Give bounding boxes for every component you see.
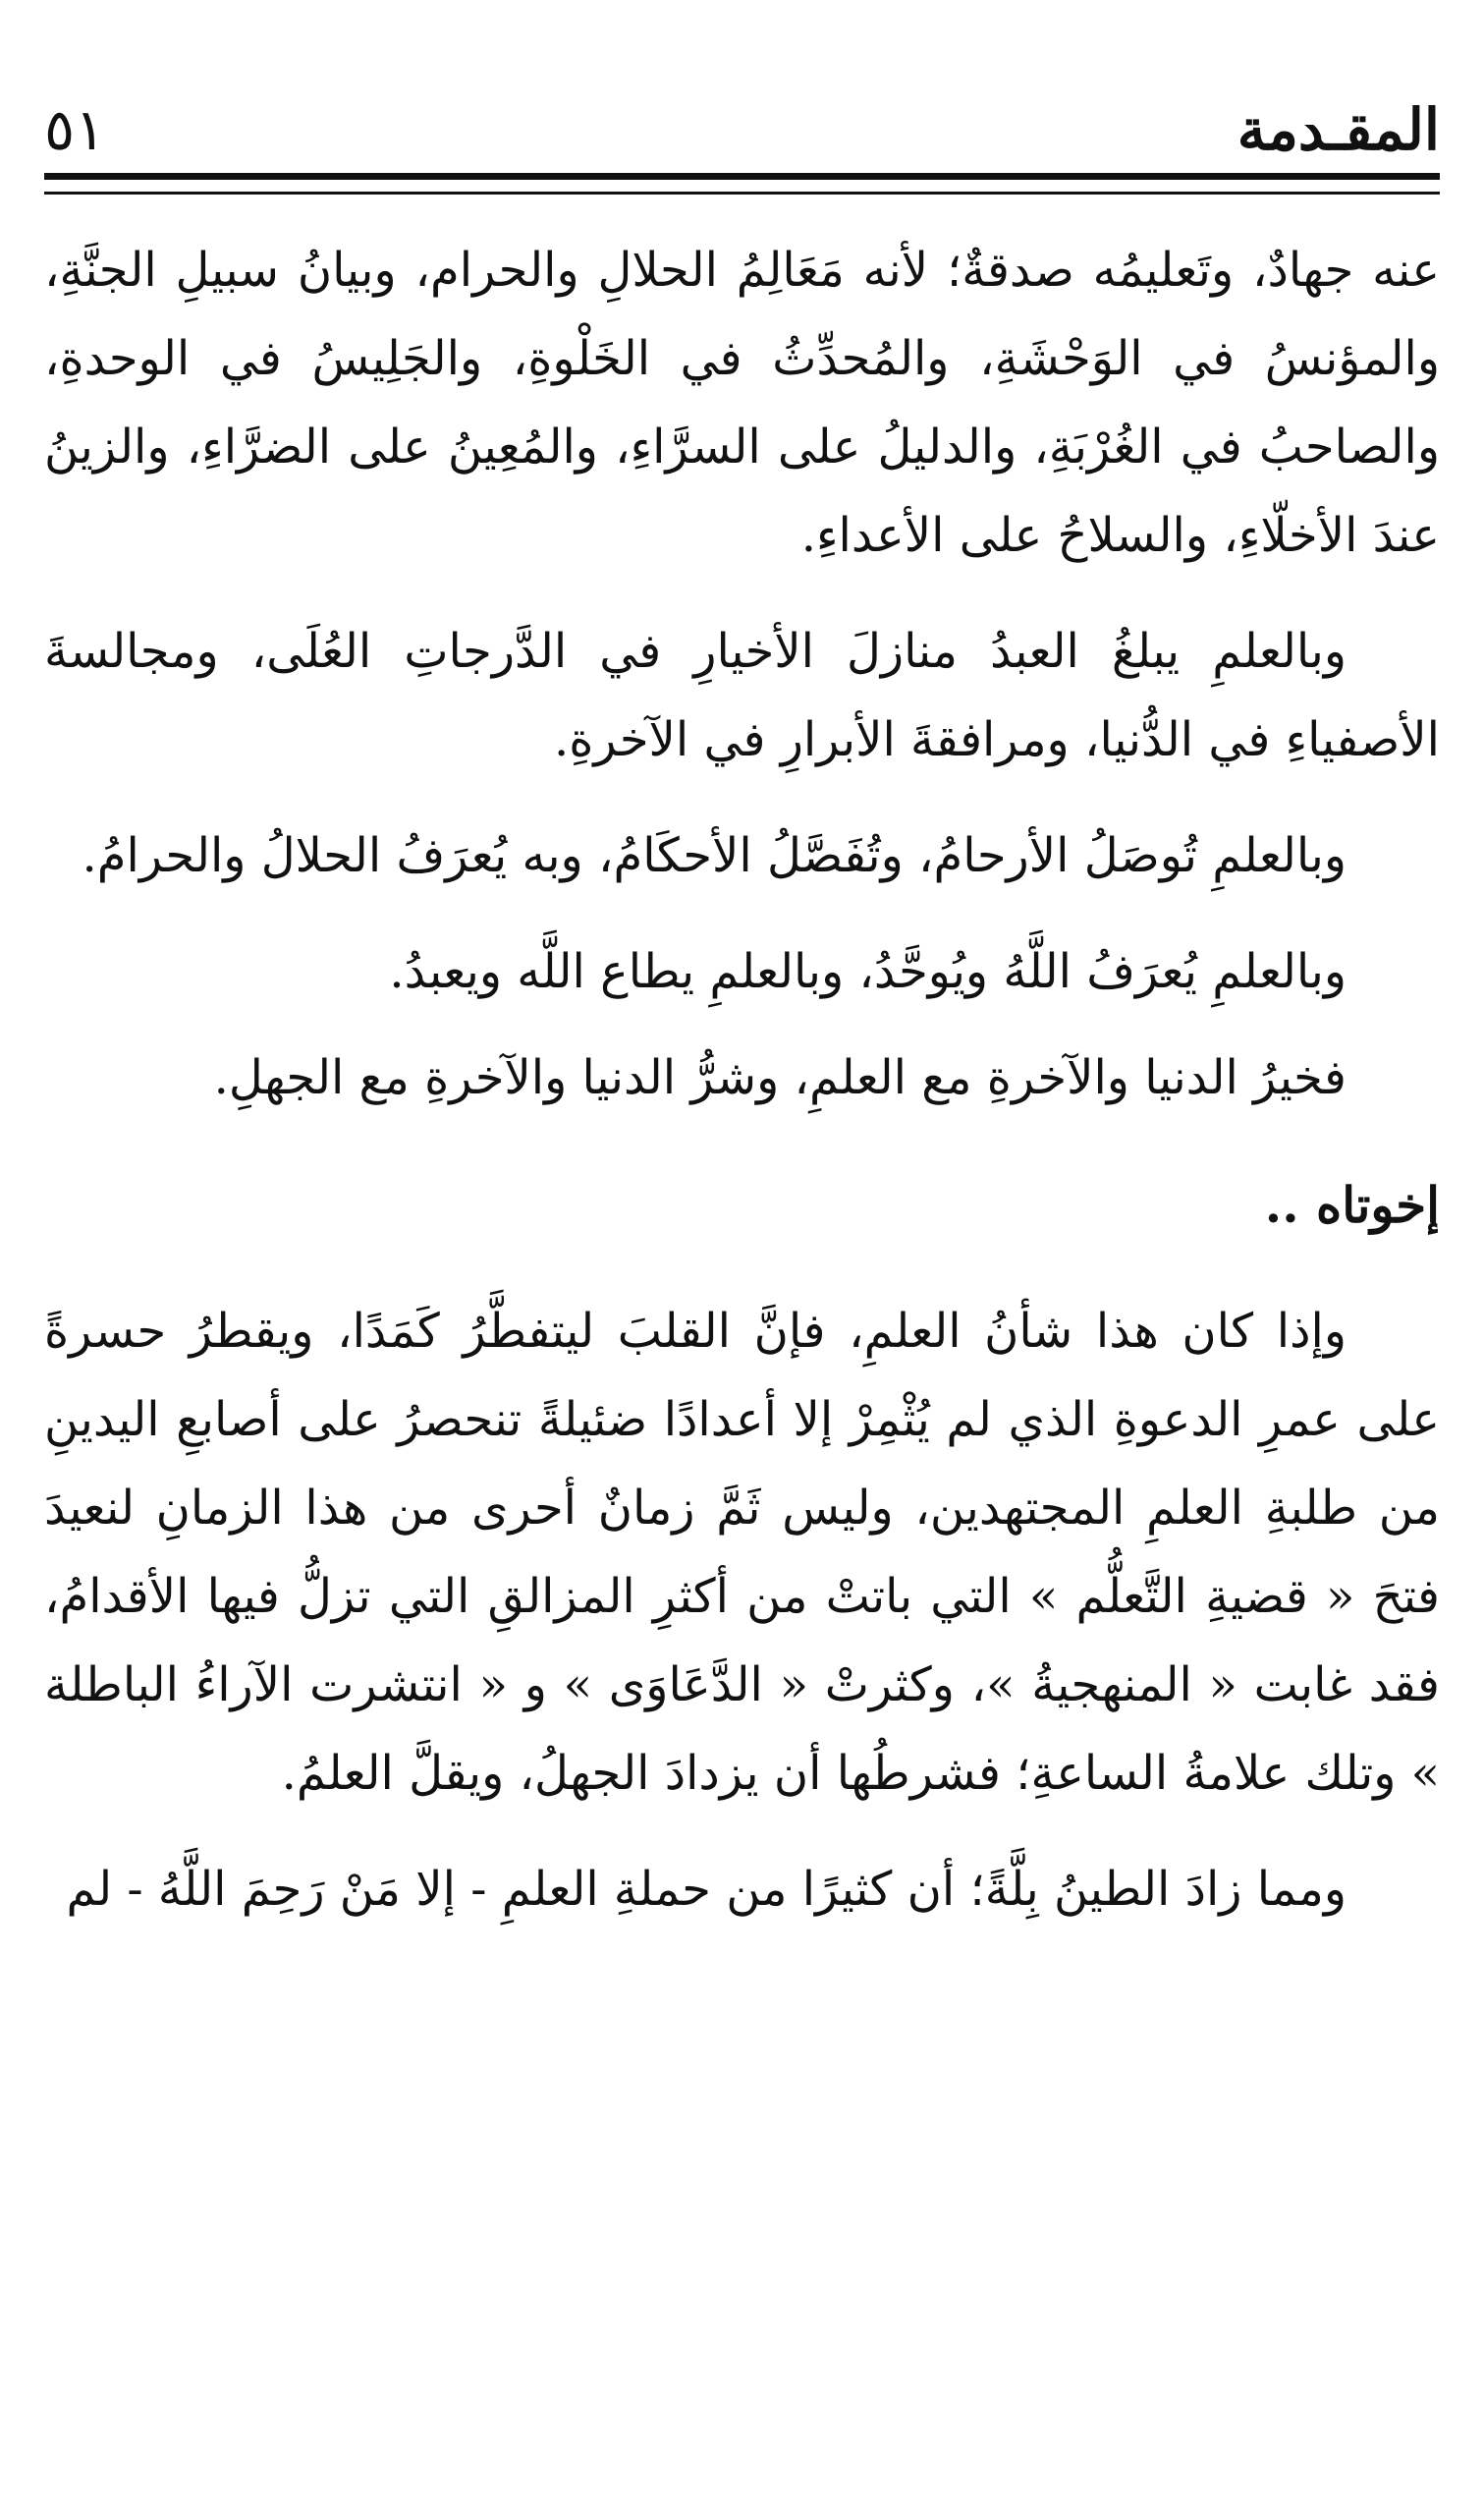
page-number: ٥١ [44, 96, 106, 163]
section-heading: إخوتاه .. [1264, 1176, 1440, 1234]
paragraph-2: وبالعلمِ يبلغُ العبدُ منازلَ الأخيارِ في الدَّرجاتِ العُلَى، ومجالسةَ الأصفياءِ في الدُّنيا، ومرافقةَ الأبرارِ في الآخرةِ. [44, 624, 1440, 767]
page-body [44, 226, 1440, 1961]
paragraph-5: فخيرُ الدنيا والآخرةِ مع العلمِ، وشرُّ الدنيا والآخرةِ مع الجهلِ. [213, 1050, 1347, 1105]
paragraph-6: وإذا كان هذا شأنُ العلمِ، فإنَّ القلبَ ليتفطَّرُ كَمَدًا، ويقطرُ حسرةً على عمرِ الدعوةِ الذي لم يُثْمِرْ إلا أعدادًا ضئيلةً تنحصرُ على أصابعِ اليدينِ من طلبةِ العلمِ المجتهدين، وليس ثَمَّ زمانٌ أحرى من هذا الزمانِ لنعيدَ فتحَ « قضيةِ التَّعلُّم » التي باتتْ من أكثرِ المزالقِ التي تزلُّ فيها الأقدامُ، فقد غابت « المنهجيةُ »، وكثرتْ « الدَّعَاوَى » و « انتشرت الآراءُ الباطلة » وتلك علامةُ الساعةِ؛ فشرطُها أن يزدادَ الجهلُ، ويقلَّ العلمُ. [44, 1304, 1441, 1801]
paragraph-1: عنه جهادٌ، وتَعليمُه صدقةٌ؛ لأنه مَعَالِمُ الحلالِ والحرام، وبيانُ سبيلِ الجنَّةِ، والمؤنسُ في الوَحْشَةِ، والمُحدِّثُ في الخَلْوةِ، والجَلِيسُ في الوحدةِ، والصاحبُ في الغُرْبَةِ، والدليلُ على السرَّاءِ، والمُعِينُ على الضرَّاءِ، والزينُ عندَ الأخلّاءِ، والسلاحُ على الأعداءِ. [44, 243, 1440, 563]
paragraph-4: وبالعلمِ يُعرَفُ اللَّهُ ويُوحَّدُ، وبالعلمِ يطاع اللَّه ويعبدُ. [389, 944, 1347, 999]
paragraph-3: وبالعلمِ تُوصَلُ الأرحامُ، وتُفَصَّلُ الأحكَامُ، وبه يُعرَفُ الحلالُ والحرامُ. [82, 828, 1347, 883]
header-rule-thick [44, 173, 1440, 180]
page-header [44, 90, 1440, 169]
header-rule-thin [44, 192, 1440, 195]
paragraph-7: ومما زادَ الطينُ بِلَّةً؛ أن كثيرًا من حملةِ العلمِ - إلا مَنْ رَحِمَ اللَّهُ - لم [66, 1862, 1347, 1917]
running-title: المقـدمة [1237, 96, 1440, 163]
